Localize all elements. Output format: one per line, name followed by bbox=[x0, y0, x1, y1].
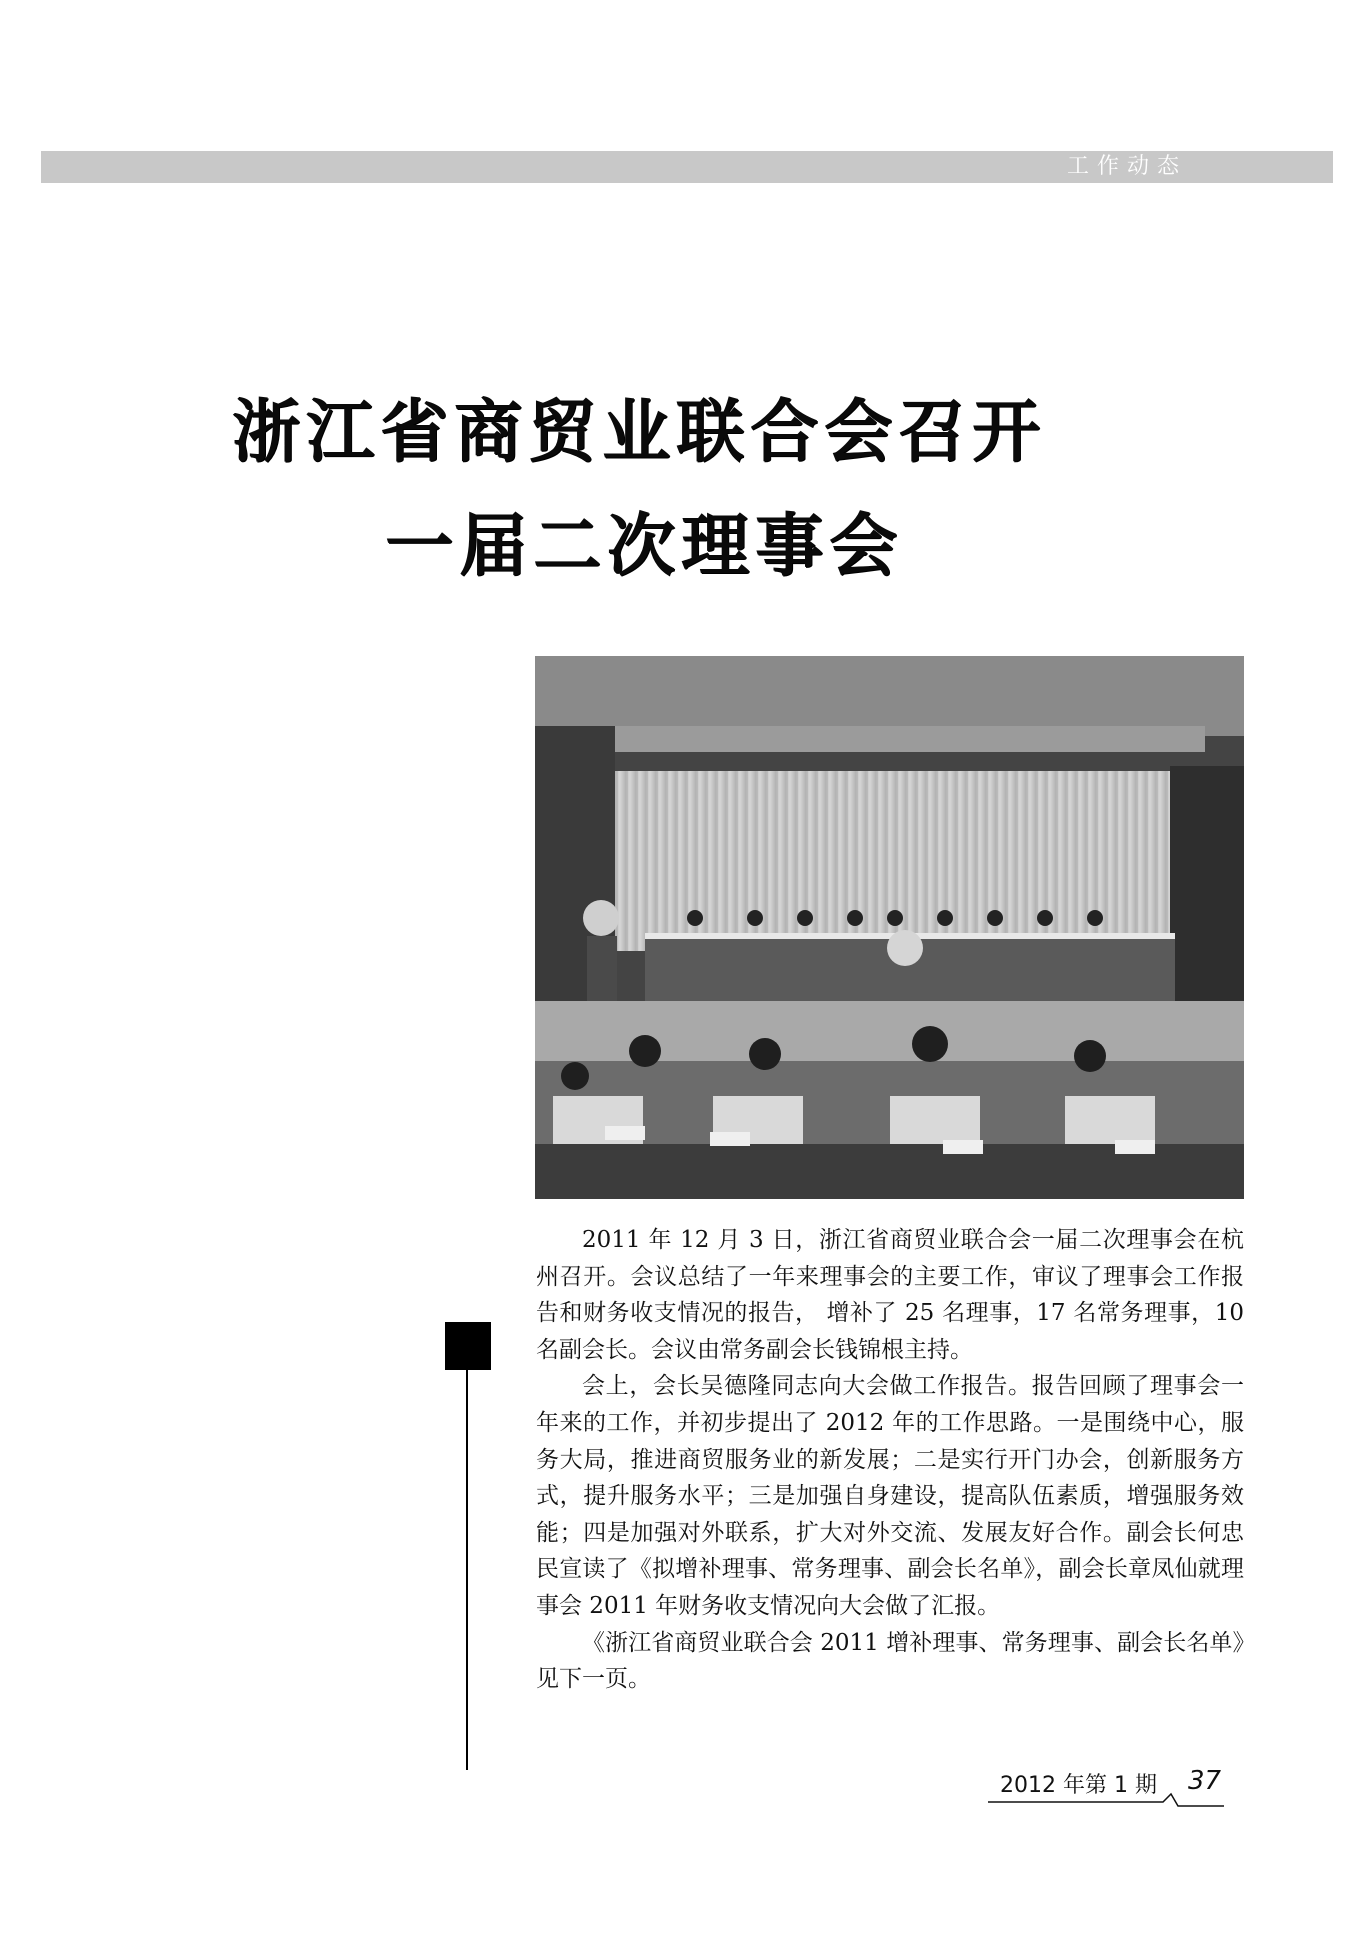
meeting-photo-illustration bbox=[535, 656, 1244, 1199]
article-paragraph-1: 2011 年 12 月 3 日，浙江省商贸业联合会一届二次理事会在杭州召开。会议总结了一年来理事会的主要工作，审议了理事会工作报告和财务收支情况的报告， 增补了 25 名理事，17 名常务理事，10 名副会长。会议由常务副会长钱锦根主持。 bbox=[536, 1227, 1244, 1363]
marker-square bbox=[445, 1322, 491, 1370]
hall-ceiling bbox=[535, 656, 1244, 736]
marker-vertical-line bbox=[466, 1370, 468, 1770]
article-title-line-1: 浙江省商贸业联合会召开 bbox=[232, 393, 1047, 472]
meeting-banner bbox=[585, 726, 1205, 752]
flower-arrangement-left bbox=[583, 900, 619, 936]
article-paragraph-3: 《浙江省商贸业联合会 2011 增补理事、常务理事、副会长名单》见下一页。 bbox=[536, 1629, 1244, 1693]
page-number: 37 bbox=[1188, 1766, 1222, 1796]
issue-label: 2012 年第 1 期 bbox=[1000, 1773, 1157, 1798]
section-header-bar bbox=[41, 151, 1333, 183]
flower-arrangement-center bbox=[887, 930, 923, 966]
page-footer bbox=[988, 1768, 1224, 1808]
meeting-photo bbox=[535, 656, 1244, 1199]
article-title-line-2: 一届二次理事会 bbox=[385, 507, 904, 586]
article-body bbox=[536, 1222, 1244, 1698]
lectern bbox=[587, 936, 617, 1006]
section-label: 工作动态 bbox=[1066, 154, 1187, 179]
article-paragraph-2: 会上，会长吴德隆同志向大会做工作报告。报告回顾了理事会一年来的工作，并初步提出了 2012 年的工作思路。一是围绕中心，服务大局，推进商贸服务业的新发展；二是实行开门办会，创新服务方式，提升服务水平；三是加强自身建设，提高队伍素质，增强服务效能；四是加强对外联系，扩大对外交流、发展友好合作。副会长何忠民宣读了《拟增补理事、常务理事、副会长名单》，副会长章凤仙就理事会 2011 年财务收支情况向大会做了汇报。 bbox=[536, 1373, 1244, 1619]
stage-officials bbox=[687, 910, 1103, 926]
